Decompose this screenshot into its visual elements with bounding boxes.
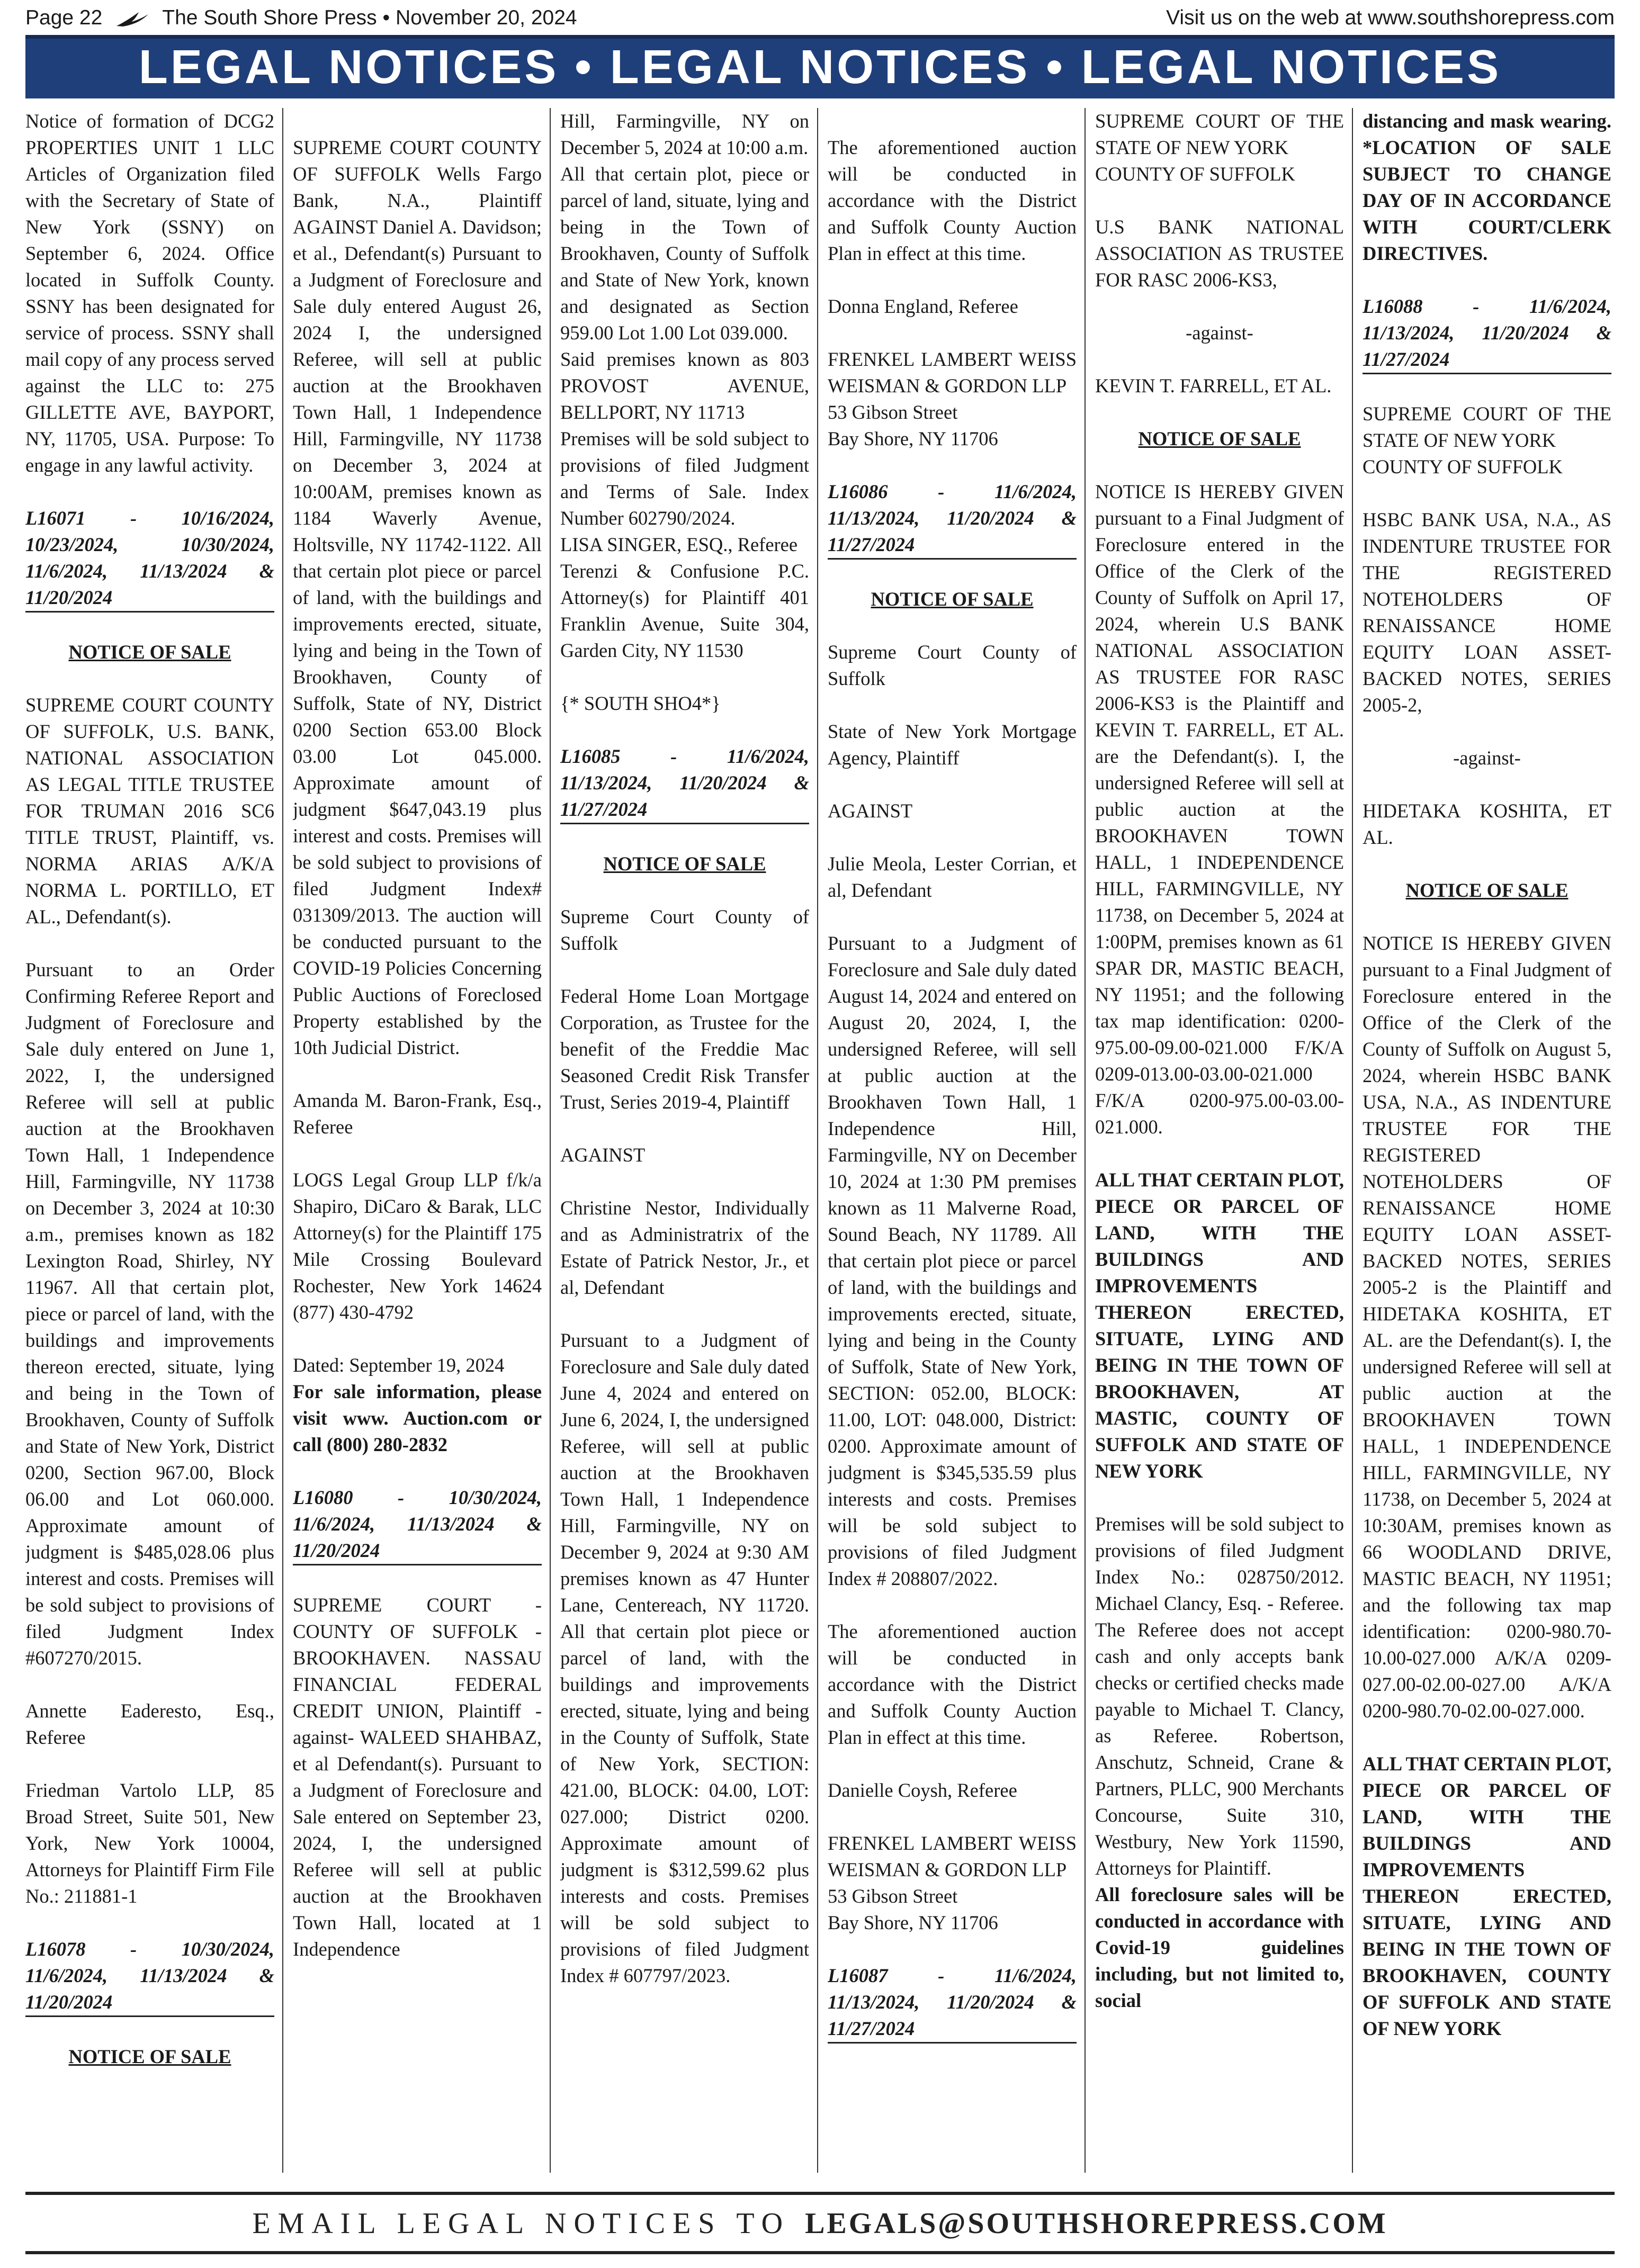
spacer: [1363, 851, 1611, 877]
column-3: [560, 108, 809, 2173]
notice-bold-text: distancing and mask wearing. *LOCATION OF SALE SUBJECT TO CHANGE DAY OF IN ACCORDANCE WITH COURT/CLERK DIRECTIVES.: [1363, 110, 1611, 264]
spacer: [828, 452, 1077, 479]
notice-paragraph: AGAINST: [560, 1144, 646, 1166]
spacer: [1095, 346, 1344, 373]
notice-paragraph: Bay Shore, NY 11706: [828, 1912, 998, 1933]
notice-paragraph: Hill, Farmingville, NY on December 5, 2024 at 10:00 a.m.: [560, 110, 809, 158]
spacer: [25, 1910, 274, 1936]
spacer: [1363, 718, 1611, 745]
footer: [25, 2200, 1615, 2247]
notice-id-dates: L16087 - 11/6/2024, 11/13/2024, 11/20/2024 & 11/27/2024: [828, 1963, 1077, 2044]
spacer: [560, 1115, 809, 1142]
spacer: [1095, 1484, 1344, 1511]
notice-paragraph: Bay Shore, NY 11706: [828, 428, 998, 449]
notice-paragraph: The aforementioned auction will be conducted in accordance with the District and Suffolk County Auction Plan in effect at this time.: [828, 137, 1077, 264]
notice-paragraph: FRENKEL LAMBERT WEISS WEISMAN & GORDON LLP: [828, 348, 1077, 397]
spacer: [1095, 1140, 1344, 1167]
notice-paragraph: U.S BANK NATIONAL ASSOCIATION AS TRUSTEE FOR RASC 2006-KS3,: [1095, 216, 1344, 291]
notice-paragraph: {* SOUTH SHO4*}: [560, 692, 721, 714]
spacer: [25, 665, 274, 692]
notice-paragraph: Friedman Vartolo LLP, 85 Broad Street, Suite 501, New York, New York 10004, Attorneys for Plaintiff Firm File No.: 211881-1: [25, 1779, 274, 1907]
spacer: [1095, 399, 1344, 426]
notice-paragraph: Julie Meola, Lester Corrian, et al, Defendant: [828, 853, 1077, 901]
notice-centered-text: -against-: [1453, 747, 1521, 769]
notice-paragraph: Pursuant to a Judgment of Foreclosure and Sale duly dated August 14, 2024 and entered on August 20, 2024, I, the undersigned Referee, will sell at public auction at the Brookhaven Town Hall, 1 Independence Hill, Farmingville, NY on December 10, 2024 at 1:30 PM premises known as 11 Malverne Road, Sound Beach, NY 11789. All that certain plot piece or parcel of land, with the buildings and improvements erected, situate, lying and being in the County of Suffolk, State of New York, SECTION: 052.00, BLOCK: 11.00, LOT: 048.000, District: 0200. Approximate amount of judgment is $345,535.59 plus interests and costs. Premises will be sold subject to provisions of filed Judgment Index # 208807/2022.: [828, 932, 1077, 1589]
column-divider: [282, 108, 283, 2173]
spacer: [293, 1140, 542, 1167]
spacer: [293, 1061, 542, 1087]
column-divider: [1352, 108, 1353, 2173]
notices-columns: [25, 108, 1615, 2173]
footer-text: EMAIL LEGAL NOTICES TO: [252, 2207, 805, 2240]
spacer: [828, 267, 1077, 293]
notice-paragraph: Premises will be sold subject to provisions of filed Judgment and Terms of Sale. Index Number 602790/2024.: [560, 428, 809, 529]
column-6: [1363, 108, 1611, 2173]
spacer: [560, 877, 809, 904]
notice-paragraph: Notice of formation of DCG2 PROPERTIES UNIT 1 LLC Articles of Organization filed with the Secretary of State of New York (SSNY) on September 6, 2024. Office located in Suffolk County. SSNY has been designated for service of process. SSNY shall mail copy of any process served against the LLC to: 275 GILLETTE AVE, BAYPORT, NY, 11705, USA. Purpose: To engage in any lawful activity.: [25, 110, 274, 476]
spacer: [1095, 452, 1344, 479]
spacer: [828, 1804, 1077, 1830]
spacer: [828, 1751, 1077, 1777]
notice-paragraph: LOGS Legal Group LLP f/k/a Shapiro, DiCaro & Barak, LLC Attorney(s) for the Plaintiff 175 Mile Crossing Boulevard Rochester, New York 14624 (877) 430-4792: [293, 1169, 542, 1323]
notice-paragraph: Premises will be sold subject to provisions of filed Judgment Index No.: 028750/2012. Michael Clancy, Esq. - Referee. The Referee does not accept cash and only accepts bank checks or certified checks made payable to Michael T. Clancy, as Referee. Robertson, Anschutz, Schneid, Crane & Partners, PLLC, 900 Merchants Concourse, Suite 310, Westbury, New York 11590, Attorneys for Plaintiff.: [1095, 1513, 1344, 1879]
notice-paragraph: Pursuant to an Order Confirming Referee Report and Judgment of Foreclosure and Sale duly entered on June 1, 2022, I, the undersigned Referee will sell at public auction at the Brookhaven Town Hall, 1 Independence Hill, Farmingville, NY 11738 on December 3, 2024 at 10:30 a.m., premises known as 182 Lexington Road, Shirley, NY 11967. All that certain plot, piece or parcel of land, with the buildings and improvements thereon erected, situate, lying and being in the Town of Brookhaven, County of Suffolk and State of New York, District 0200, Section 967.00, Block 06.00 and Lot 060.000. Approximate amount of judgment is $485,028.06 plus interest and costs. Premises will be sold subject to provisions of filed Judgment Index #607270/2015.: [25, 959, 274, 1669]
notice-bold-text: ALL THAT CERTAIN PLOT, PIECE OR PARCEL OF LAND, WITH THE BUILDINGS AND IMPROVEMENTS THEREON ERECTED, SITUATE, LYING AND BEING IN THE TOWN OF BROOKHAVEN, AT MASTIC, COUNTY OF SUFFOLK AND STATE OF NEW YORK: [1095, 1169, 1344, 1482]
notice-paragraph: Said premises known as 803 PROVOST AVENUE, BELLPORT, NY 11713: [560, 348, 809, 423]
notice-bold-text: ALL THAT CERTAIN PLOT, PIECE OR PARCEL OF LAND, WITH THE BUILDINGS AND IMPROVEMENTS THEREON ERECTED, SITUATE, LYING AND BEING IN THE TOWN OF BROOKHAVEN, COUNTY OF SUFFOLK AND STATE OF NEW YORK: [1363, 1753, 1611, 2039]
footer-rule: [25, 2192, 1615, 2195]
spacer: [25, 1671, 274, 1698]
column-divider: [1085, 108, 1086, 2173]
bird-icon: [115, 10, 149, 28]
spacer: [560, 957, 809, 983]
notice-paragraph: COUNTY OF SUFFOLK: [1363, 456, 1563, 478]
notice-paragraph: The aforementioned auction will be conducted in accordance with the District and Suffolk County Auction Plan in effect at this time.: [828, 1621, 1077, 1748]
spacer: [25, 479, 274, 505]
header-separator: •: [382, 6, 390, 29]
notice-paragraph: LISA SINGER, ESQ., Referee: [560, 534, 798, 555]
spacer: [560, 1168, 809, 1195]
footer-email-link[interactable]: LEGALS@SOUTHSHOREPRESS.COM: [805, 2207, 1388, 2240]
spacer: [828, 613, 1077, 639]
page-number: Page 22: [25, 6, 103, 29]
notice-paragraph: SUPREME COURT - COUNTY OF SUFFOLK - BROOKHAVEN. NASSAU FINANCIAL FEDERAL CREDIT UNION, Plaintiff -against- WALEED SHAHBAZ, et al Defendant(s). Pursuant to a Judgment of Foreclosure and Sale entered on September 23, 2024, I, the undersigned Referee will sell at public auction at the Brookhaven Town Hall, located at 1 Independence: [293, 1594, 542, 1960]
spacer: [828, 771, 1077, 798]
notice-paragraph: HSBC BANK USA, N.A., AS INDENTURE TRUSTEE FOR THE REGISTERED NOTEHOLDERS OF RENAISSANCE HOME EQUITY LOAN ASSET-BACKED NOTES, SERIES 2005-2,: [1363, 509, 1611, 716]
notice-heading: NOTICE OF SALE: [1405, 879, 1569, 901]
column-5: [1095, 108, 1344, 2173]
column-4: [828, 108, 1077, 2173]
notice-paragraph: Christine Nestor, Individually and as Administratrix of the Estate of Patrick Nestor, Jr., et al, Defendant: [560, 1197, 809, 1298]
notice-paragraph: FRENKEL LAMBERT WEISS WEISMAN & GORDON LLP: [828, 1832, 1077, 1880]
notice-heading: NOTICE OF SALE: [1138, 428, 1301, 449]
notice-bold-text: All foreclosure sales will be conducted in accordance with Covid-19 guidelines including, but not limited to, social: [1095, 1884, 1344, 2011]
notice-paragraph: NOTICE IS HEREBY GIVEN pursuant to a Final Judgment of Foreclosure entered in the Office of the Clerk of the County of Suffolk on April 17, 2024, wherein U.S BANK NATIONAL ASSOCIATION AS TRUSTEE FOR RASC 2006-KS3 is the Plaintiff and KEVIN T. FARRELL, ET AL. are the Defendant(s). I, the undersigned Referee will sell at public auction at the BROOKHAVEN TOWN HALL, 1 INDEPENDENCE HILL, FARMINGVILLE, NY 11738, on December 5, 2024 at 1:00PM, premises known as 61 SPAR DR, MASTIC BEACH, NY 11951; and the following tax map identification: 0200-975.00-09.00-021.000 F/K/A 0209-013.00-03.00-021.000 F/K/A 0200-975.00-03.00-021.000.: [1095, 481, 1344, 1138]
spacer: [1363, 480, 1611, 507]
page-header: [25, 3, 1615, 35]
notice-heading: NOTICE OF SALE: [68, 641, 231, 663]
notice-paragraph: Federal Home Loan Mortgage Corporation, as Trustee for the benefit of the Freddie Mac Seasoned Credit Risk Transfer Trust, Series 2019-4, Plaintiff: [560, 985, 809, 1113]
notice-paragraph: State of New York Mortgage Agency, Plaintiff: [828, 721, 1077, 769]
notice-paragraph: 53 Gibson Street: [828, 401, 958, 423]
notice-paragraph: Amanda M. Baron-Frank, Esq., Referee: [293, 1090, 542, 1138]
notice-paragraph: Supreme Court County of Suffolk: [828, 641, 1077, 689]
column-divider: [550, 108, 551, 2173]
spacer: [828, 320, 1077, 346]
spacer: [293, 108, 542, 134]
spacer: [828, 1936, 1077, 1963]
notice-paragraph: KEVIN T. FARRELL, ET AL.: [1095, 375, 1332, 397]
notice-paragraph: NOTICE IS HEREBY GIVEN pursuant to a Final Judgment of Foreclosure entered in the Office of the Clerk of the County of Suffolk on August 5, 2024, wherein HSBC BANK USA, N.A., AS INDENTURE TRUSTEE FOR THE REGISTERED NOTEHOLDERS OF RENAISSANCE HOME EQUITY LOAN ASSET-BACKED NOTES, SERIES 2005-2 is the Plaintiff and HIDETAKA KOSHITA, ET AL. are the Defendant(s). I, the undersigned Referee will sell at public auction at the BROOKHAVEN TOWN HALL, 1 INDEPENDENCE HILL, FARMINGVILLE, NY 11738, on December 5, 2024 at 10:30AM, premises known as 66 WOODLAND DRIVE, MASTIC BEACH, NY 11951; and the following tax map identification: 0200-980.70-10.00-027.000 A/K/A 0209-027.00-02.00-027.00 A/K/A 0200-980.70-02.00-027.000.: [1363, 932, 1611, 1722]
notice-id-dates: L16078 - 10/30/2024, 11/6/2024, 11/13/2024 & 11/20/2024: [25, 1936, 274, 2017]
spacer: [828, 1592, 1077, 1618]
website-link[interactable]: Visit us on the web at www.southshorepress.com: [1166, 6, 1615, 29]
notice-bold-text: For sale information, please visit www. Auction.com or call (800) 280-2832: [293, 1381, 542, 1455]
notice-paragraph: Supreme Court County of Suffolk: [560, 906, 809, 954]
notice-paragraph: SUPREME COURT OF THE STATE OF NEW YORK: [1095, 110, 1344, 158]
issue-date: November 20, 2024: [396, 6, 577, 29]
notice-id-dates: L16085 - 11/6/2024, 11/13/2024, 11/20/2024 & 11/27/2024: [560, 743, 809, 824]
notice-paragraph: SUPREME COURT COUNTY OF SUFFOLK, U.S. BANK, NATIONAL ASSOCIATION AS LEGAL TITLE TRUSTEE FOR TRUMAN 2016 SC6 TITLE TRUST, Plaintiff, vs. NORMA ARIAS A/K/A NORMA L. PORTILLO, ET AL., Defendant(s).: [25, 694, 274, 928]
notice-paragraph: AGAINST: [828, 800, 913, 822]
spacer: [1095, 293, 1344, 320]
spacer: [560, 664, 809, 690]
spacer: [828, 692, 1077, 718]
notice-paragraph: SUPREME COURT COUNTY OF SUFFOLK Wells Fargo Bank, N.A., Plaintiff AGAINST Daniel A. Davidson; et al., Defendant(s) Pursuant to a Judgment of Foreclosure and Sale duly entered August 26, 2024 I, the undersigned Referee, will sell at public auction at the Brookhaven Town Hall, 1 Independence Hill, Farmingville, NY 11738 on December 3, 2024 at 10:00AM, premises known as 1184 Waverly Avenue, Holtsville, NY 11742-1122. All that certain plot piece or parcel of land, with the buildings and improvements erected, situate, lying and being in the Town of Brookhaven, County of Suffolk, State of NY, District 0200 Section 653.00 Block 03.00 Lot 045.000. Approximate amount of judgment $647,043.19 plus interest and costs. Premises will be sold subject to provisions of filed Judgment Index# 031309/2013. The auction will be conducted pursuant to the COVID-19 Policies Concerning Public Auctions of Foreclosed Property established by the 10th Judicial District.: [293, 137, 542, 1058]
spacer: [828, 108, 1077, 134]
spacer: [293, 1326, 542, 1352]
spacer: [560, 1301, 809, 1327]
notice-paragraph: Pursuant to a Judgment of Foreclosure and Sale duly dated June 4, 2024 and entered on June 6, 2024, I, the undersigned Referee, will sell at public auction at the Brookhaven Town Hall, 1 Independence Hill, Farmingville, NY on December 9, 2024 at 9:30 AM premises known as 47 Hunter Lane, Centereach, NY 11720. All that certain plot piece or parcel of land, with the buildings and improvements erected, situate, lying and being in the County of Suffolk, State of New York, SECTION: 421.00, BLOCK: 04.00, LOT: 027.000; District 0200. Approximate amount of judgment is $312,599.62 plus interests and costs. Premises will be sold subject to provisions of filed Judgment Index # 607797/2023.: [560, 1329, 809, 1986]
notice-heading: NOTICE OF SALE: [603, 853, 766, 875]
notice-id-dates: L16088 - 11/6/2024, 11/13/2024, 11/20/2024 & 11/27/2024: [1363, 293, 1611, 374]
spacer: [25, 930, 274, 957]
notice-paragraph: Terenzi & Confusione P.C. Attorney(s) for Plaintiff 401 Franklin Avenue, Suite 304, Garden City, NY 11530: [560, 560, 809, 661]
header-left: [25, 6, 577, 30]
notice-paragraph: All that certain plot, piece or parcel of land, situate, lying and being in the Town of Brookhaven, County of Suffolk and State of New York, known and designated as Section 959.00 Lot 1.00 Lot 039.000.: [560, 163, 809, 344]
column-divider: [817, 108, 818, 2173]
notice-paragraph: COUNTY OF SUFFOLK: [1095, 163, 1295, 185]
notice-paragraph: Danielle Coysh, Referee: [828, 1779, 1017, 1801]
spacer: [1363, 1724, 1611, 1751]
notice-paragraph: 53 Gibson Street: [828, 1885, 958, 1907]
notice-centered-text: -against-: [1186, 322, 1253, 344]
column-2: [293, 108, 542, 2173]
spacer: [828, 904, 1077, 930]
legal-notices-banner: LEGAL NOTICES • LEGAL NOTICES • LEGAL NOTICES: [25, 35, 1615, 98]
paper-name: The South Shore Press: [162, 6, 377, 29]
spacer: [1363, 904, 1611, 930]
notice-id-dates: L16086 - 11/6/2024, 11/13/2024, 11/20/2024 & 11/27/2024: [828, 479, 1077, 560]
spacer: [293, 1458, 542, 1484]
spacer: [828, 824, 1077, 851]
notice-paragraph: Annette Eaderesto, Esq., Referee: [25, 1700, 274, 1748]
notice-paragraph: HIDETAKA KOSHITA, ET AL.: [1363, 800, 1611, 848]
notice-paragraph: SUPREME COURT OF THE STATE OF NEW YORK: [1363, 403, 1611, 451]
notice-paragraph: Dated: September 19, 2024: [293, 1354, 505, 1376]
spacer: [1363, 771, 1611, 798]
notice-heading: NOTICE OF SALE: [871, 588, 1034, 610]
notice-id-dates: L16071 - 10/16/2024, 10/23/2024, 10/30/2024, 11/6/2024, 11/13/2024 & 11/20/2024: [25, 505, 274, 613]
spacer: [1363, 267, 1611, 293]
spacer: [25, 1751, 274, 1777]
notice-id-dates: L16080 - 10/30/2024, 11/6/2024, 11/13/2024 & 11/20/2024: [293, 1484, 542, 1565]
spacer: [1095, 187, 1344, 214]
footer-rule: [25, 2251, 1615, 2254]
spacer: [560, 717, 809, 743]
notice-heading: NOTICE OF SALE: [68, 2046, 231, 2067]
column-1: [25, 108, 274, 2173]
notice-paragraph: Donna England, Referee: [828, 295, 1018, 317]
